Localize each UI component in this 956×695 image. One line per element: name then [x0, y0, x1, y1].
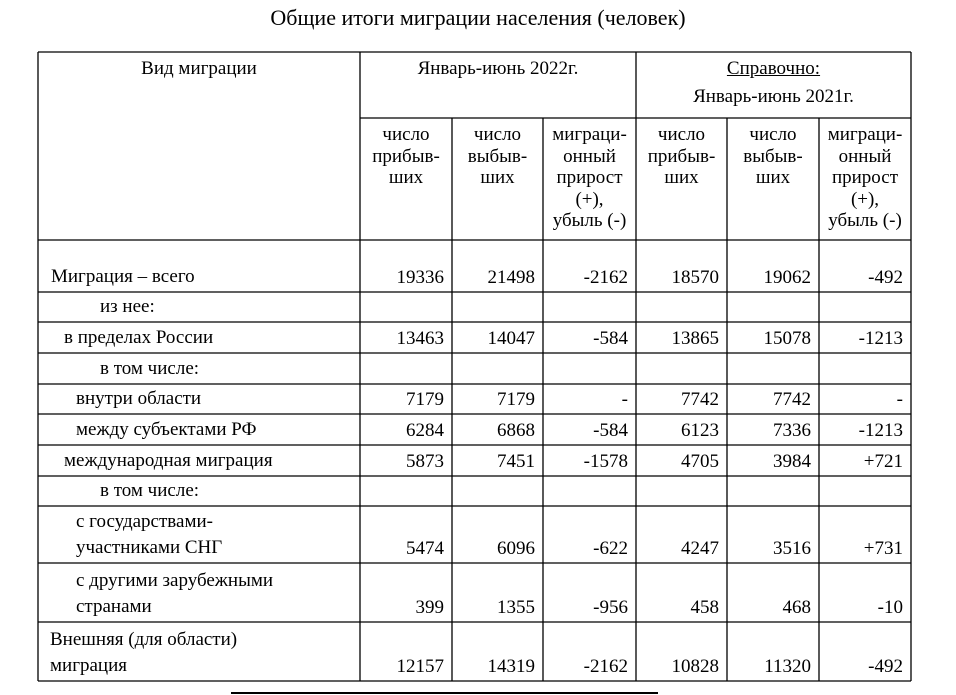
row-label [50, 627, 360, 679]
cell-value: 399 [415, 597, 444, 618]
subheader-line: ших [480, 167, 515, 188]
row-label [100, 356, 360, 382]
subheader-line: (+), [575, 188, 604, 210]
cell-value: 7179 [497, 389, 535, 410]
table-cell [727, 655, 819, 679]
cell-value: 6123 [681, 420, 719, 441]
table-cell [543, 596, 636, 620]
row-label [51, 264, 360, 290]
table-cell [452, 388, 543, 412]
subheader-growth [819, 124, 911, 232]
cell-value: 15078 [763, 328, 811, 349]
table-cell [360, 655, 452, 679]
cell-value: 12157 [396, 656, 444, 677]
subheader-line: онный [563, 145, 616, 167]
cell-value: 3516 [773, 538, 811, 559]
subheader-line: ших [388, 167, 424, 188]
table-cell [543, 537, 636, 561]
table-cell [452, 596, 543, 620]
table-cell [360, 450, 452, 474]
cell-value: 6096 [497, 538, 535, 559]
cell-value: -492 [868, 656, 903, 677]
row-label-line: с государствами- [76, 511, 213, 532]
table-cell [452, 327, 543, 351]
cell-value: -492 [868, 267, 903, 288]
row-label [76, 509, 360, 561]
subheader-arrived [636, 124, 727, 189]
table-cell [636, 450, 727, 474]
table-cell [452, 419, 543, 443]
row-label [76, 417, 360, 443]
subheader-line: (+), [850, 188, 880, 210]
table-cell [819, 327, 911, 351]
cell-value: 21498 [487, 267, 535, 288]
page-title: Общие итоги миграции населения (человек) [270, 5, 686, 30]
cell-value: -1578 [583, 451, 628, 472]
subheader-line: выбыв- [743, 145, 803, 167]
table-cell [636, 655, 727, 679]
row-label [76, 568, 360, 620]
cell-value: 6284 [406, 420, 444, 441]
table-cell [543, 327, 636, 351]
table-cell [727, 596, 819, 620]
row-label-line: между субъектами РФ [76, 419, 257, 440]
cell-value: 7336 [773, 420, 811, 441]
table-cell [819, 655, 911, 679]
table-cell [636, 537, 727, 561]
header-period-previous-label: Январь-июнь 2021г. [693, 86, 854, 107]
table-cell [543, 655, 636, 679]
cell-value: 18570 [671, 267, 719, 288]
cell-value: 13463 [396, 328, 444, 349]
row-label-line: в том числе: [100, 358, 200, 379]
row-label-line: участниками СНГ [76, 537, 223, 558]
table-cell [819, 537, 911, 561]
table-cell [727, 537, 819, 561]
cell-value: +721 [863, 451, 903, 472]
table-cell [452, 450, 543, 474]
row-label-line: в том числе: [100, 480, 200, 501]
subheader-departed [727, 124, 819, 189]
subheader-line: выбыв- [467, 145, 528, 167]
row-label-line: миграция [50, 655, 127, 676]
cell-value: 14319 [487, 656, 535, 677]
cell-value: 7742 [681, 389, 719, 410]
table-cell [360, 266, 452, 290]
subheader-line: число [657, 124, 706, 145]
subheader-line: прибыв- [372, 145, 440, 167]
cell-value: -2162 [583, 656, 628, 677]
row-label [64, 325, 360, 351]
table-cell [360, 327, 452, 351]
header-period-current [360, 58, 636, 80]
row-label-line: странами [76, 596, 152, 617]
subheader-line: число [473, 124, 522, 145]
cell-value: 14047 [487, 328, 535, 349]
row-label-line: Внешняя (для области) [50, 629, 238, 650]
table-cell [452, 266, 543, 290]
cell-value: -2162 [583, 267, 628, 288]
bottom-rule [231, 692, 658, 694]
row-label-line: внутри области [76, 388, 202, 409]
cell-value: 6868 [497, 420, 535, 441]
table-cell [360, 419, 452, 443]
table-cell [452, 537, 543, 561]
cell-value: 7451 [497, 451, 535, 472]
subheader-growth [543, 124, 636, 232]
table-cell [636, 419, 727, 443]
table-cell [543, 450, 636, 474]
header-type-label: Вид миграции [141, 58, 257, 79]
subheader-line: прирост [831, 167, 899, 188]
subheader-line: миграци- [552, 124, 627, 145]
row-label-line: с другими зарубежными [76, 570, 274, 591]
subheader-line: ших [755, 167, 791, 188]
subheader-line: число [749, 124, 797, 145]
row-label-line: из нее: [100, 296, 155, 317]
table-cell [819, 419, 911, 443]
table-cell [636, 327, 727, 351]
row-label [76, 386, 360, 412]
table-cell [727, 450, 819, 474]
subheader-departed [452, 124, 543, 189]
cell-value: -10 [877, 597, 903, 618]
cell-value: -1213 [858, 328, 903, 349]
row-label-line: в пределах России [64, 327, 214, 348]
table-cell [819, 450, 911, 474]
cell-value: 13865 [671, 328, 719, 349]
cell-value: 7742 [773, 389, 811, 410]
table-cell [819, 388, 911, 412]
table-cell [543, 266, 636, 290]
cell-value: 7179 [406, 389, 444, 410]
subheader-line: прирост [556, 167, 623, 188]
subheader-line: онный [838, 145, 892, 167]
cell-value: +731 [863, 538, 903, 559]
header-type [38, 58, 360, 80]
row-label-line: Миграция – всего [51, 266, 195, 287]
cell-value: 5873 [406, 451, 444, 472]
table-cell [360, 596, 452, 620]
table-cell [819, 596, 911, 620]
cell-value: -584 [593, 420, 628, 441]
cell-value: 1355 [497, 597, 535, 618]
subheader-line: миграци- [827, 124, 903, 145]
cell-value: -584 [593, 328, 628, 349]
table-cell [452, 655, 543, 679]
table-cell [819, 266, 911, 290]
table-cell [727, 388, 819, 412]
cell-value: 5474 [406, 538, 444, 559]
cell-value: 19336 [396, 267, 444, 288]
table-cell [636, 596, 727, 620]
header-period-current-label: Январь-июнь 2022г. [417, 58, 579, 79]
cell-value: 468 [782, 597, 811, 618]
table-cell [636, 266, 727, 290]
table-cell [636, 388, 727, 412]
cell-value: - [896, 389, 903, 410]
subheader-line: прибыв- [647, 145, 716, 167]
subheader-line: ших [664, 167, 699, 188]
table-cell [727, 266, 819, 290]
subheader-line: убыль (-) [552, 210, 627, 231]
table-cell [727, 327, 819, 351]
cell-value: -1213 [858, 420, 903, 441]
cell-value: -956 [593, 597, 628, 618]
cell-value: 19062 [763, 267, 811, 288]
cell-value: 458 [690, 597, 719, 618]
cell-value: 3984 [773, 451, 811, 472]
row-label [100, 294, 360, 320]
table-cell [543, 419, 636, 443]
table-cell [543, 388, 636, 412]
cell-value: -622 [593, 538, 628, 559]
row-label-line: международная миграция [64, 450, 273, 471]
subheader-line: убыль (-) [828, 210, 902, 231]
cell-value: 11320 [764, 656, 811, 677]
cell-value: 10828 [671, 656, 719, 677]
cell-value: 4705 [681, 451, 719, 472]
subheader-line: число [382, 124, 430, 145]
header-reference [636, 58, 911, 108]
header-reference-label: Справочно: [726, 58, 821, 79]
cell-value: 4247 [681, 538, 719, 559]
table-cell [360, 388, 452, 412]
row-label [100, 478, 360, 504]
table-cell [727, 419, 819, 443]
cell-value: - [621, 389, 628, 410]
row-label [64, 448, 360, 474]
subheader-arrived [360, 124, 452, 189]
table-cell [360, 537, 452, 561]
